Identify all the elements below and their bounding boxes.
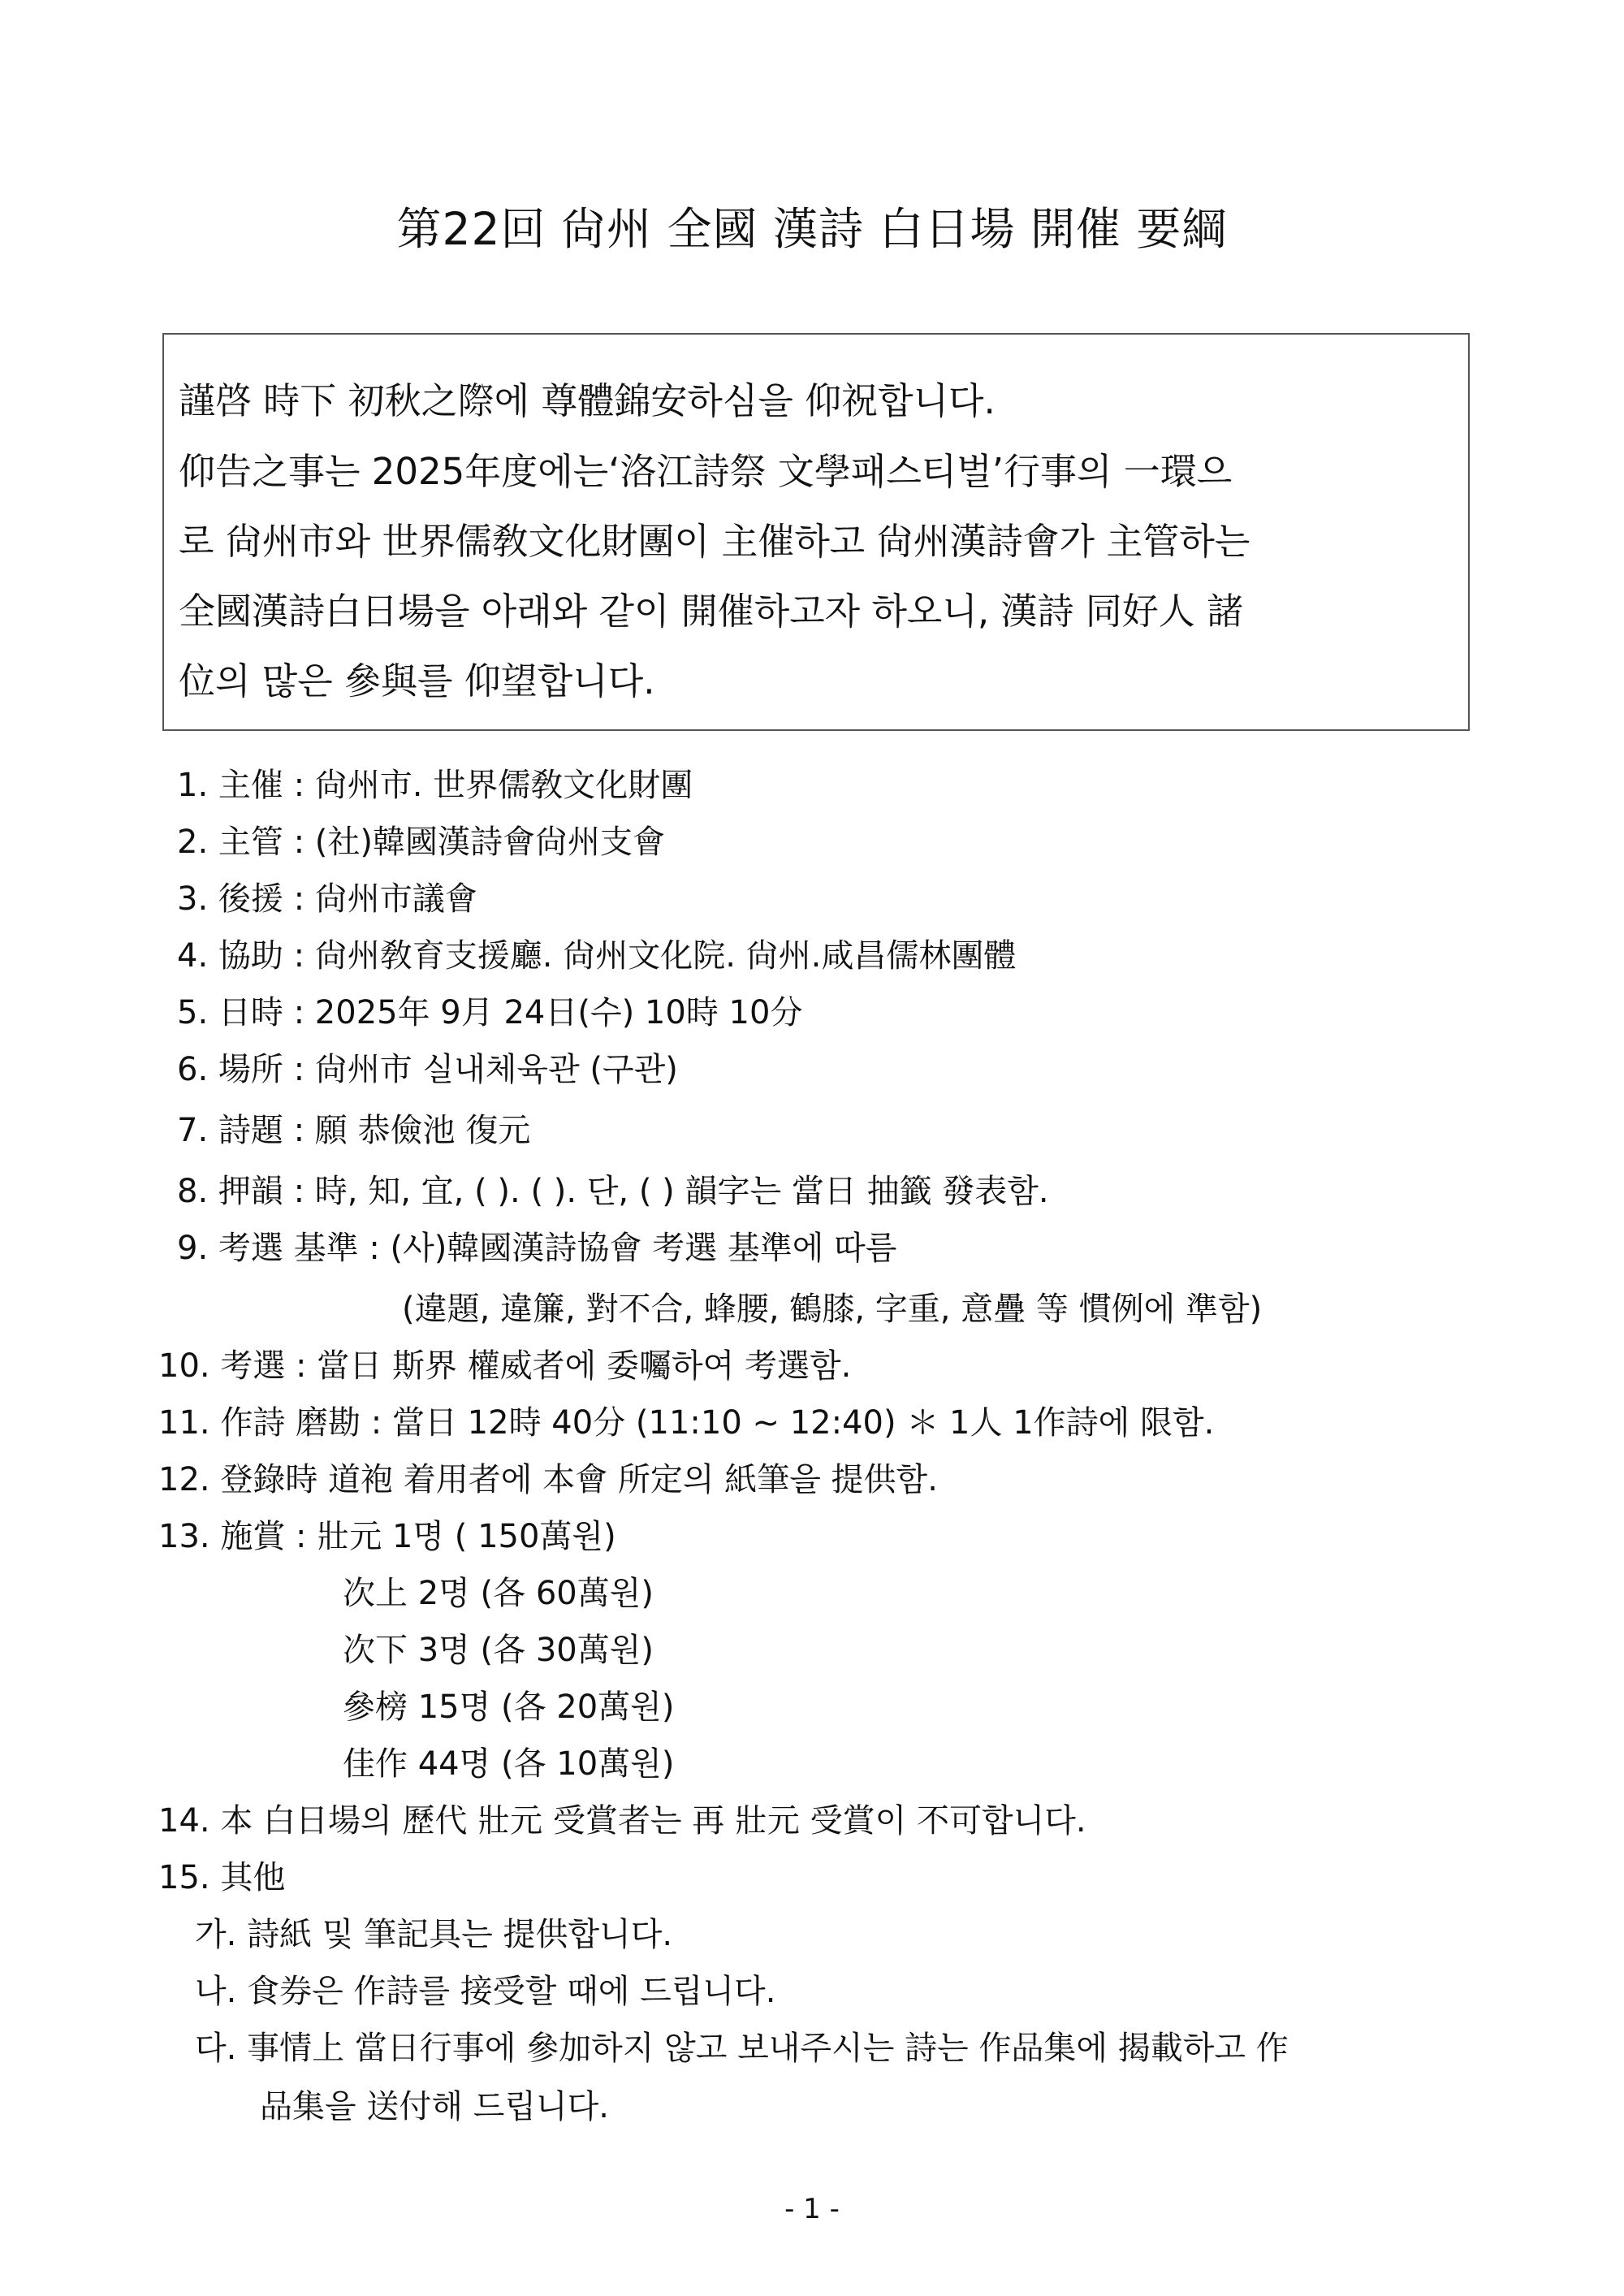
item-criteria (177, 1222, 896, 1269)
item-sub-b (195, 1965, 775, 2012)
item-judging (158, 1340, 851, 1386)
item-award-row (343, 1738, 674, 1784)
item-number: 7. (177, 1112, 209, 1149)
item-award-row (343, 1624, 654, 1671)
item-number: 5. (177, 994, 209, 1031)
intro-line: 仰告之事는 2025年度에는‘洛江詩祭 文學패스티벌’行事의 一環으 (179, 450, 1233, 493)
item-text: 登錄時 道袍 着用者에 本會 所定의 紙筆을 提供함. (220, 1461, 938, 1498)
item-winner-restriction (158, 1795, 1086, 1841)
item-number: 12. (158, 1461, 210, 1498)
page-number: - 1 - (784, 2193, 840, 2225)
item-text: 押韻 : 時, 知, 宜, ( ). ( ). 단, ( ) 韻字는 當日 抽籤 發表함. (218, 1173, 1049, 1210)
item-host (177, 759, 693, 806)
item-number: 8. (177, 1173, 209, 1210)
item-text: 日時 : 2025年 9月 24日(수) 10時 10分 (218, 994, 803, 1031)
item-number: 나. (195, 1973, 237, 2010)
item-text: 參榜 15명 (各 20萬원) (343, 1688, 675, 1726)
intro-box (162, 333, 1470, 731)
item-cooperation (177, 930, 1016, 976)
item-organizer (177, 816, 665, 863)
item-text: 後援 : 尙州市議會 (218, 880, 477, 918)
item-text: 作詩 磨勘 : 當日 12時 40分 (11:10 ~ 12:40) ＊ 1人 1作詩에 限함. (220, 1404, 1215, 1442)
item-poem-theme (177, 1105, 530, 1151)
item-number: 4. (177, 937, 209, 975)
item-number: 가. (195, 1916, 237, 1953)
intro-line: 位의 많은 參與를 仰望합니다. (179, 659, 655, 703)
item-text: 食券은 作詩를 接受할 때에 드립니다. (247, 1973, 776, 2010)
item-datetime (177, 987, 802, 1033)
item-sub-c-continued (260, 2081, 609, 2127)
item-text: 次下 3명 (各 30萬원) (343, 1632, 654, 1669)
item-award-row (343, 1681, 674, 1727)
item-number: 다. (195, 2030, 237, 2067)
item-text: 主催 : 尙州市. 世界儒敎文化財團 (218, 767, 693, 804)
intro-line: 로 尙州市와 世界儒敎文化財團이 主催하고 尙州漢詩會가 主管하는 (179, 520, 1250, 563)
item-number: 15. (158, 1859, 210, 1896)
item-registration (158, 1454, 938, 1500)
item-text: 協助 : 尙州敎育支援廳. 尙州文化院. 尙州.咸昌儒林團體 (218, 937, 1017, 975)
item-number: 14. (158, 1802, 210, 1840)
item-text: 考選 基準 : (사)韓國漢詩協會 考選 基準에 따름 (218, 1230, 897, 1267)
item-criteria-detail (402, 1283, 1262, 1330)
item-text: 其他 (220, 1859, 286, 1896)
item-text: (違題, 違簾, 對不合, 蜂腰, 鶴膝, 字重, 意疊 等 慣例에 準함) (402, 1291, 1263, 1328)
item-number: 11. (158, 1404, 210, 1442)
item-number: 3. (177, 880, 209, 918)
item-text: 事情上 當日行事에 參加하지 않고 보내주시는 詩는 作品集에 揭載하고 作 (247, 2030, 1289, 2067)
item-deadline (158, 1397, 1214, 1443)
item-text: 場所 : 尙州市 실내체육관 (구관) (218, 1051, 678, 1088)
item-number: 10. (158, 1347, 210, 1385)
item-text: 施賞 : 壯元 1명 ( 150萬원) (220, 1518, 616, 1555)
item-text: 佳作 44명 (各 10萬원) (343, 1745, 675, 1783)
item-number: 2. (177, 824, 209, 861)
intro-line: 全國漢詩白日場을 아래와 같이 開催하고자 하오니, 漢詩 同好人 諸 (179, 590, 1244, 633)
item-text: 次上 2명 (各 60萬원) (343, 1575, 654, 1612)
item-number: 6. (177, 1051, 209, 1088)
item-sub-a (195, 1909, 672, 1955)
item-text: 本 白日場의 歷代 壯元 受賞者는 再 壯元 受賞이 不可합니다. (220, 1802, 1086, 1840)
item-text: 詩紙 및 筆記具는 提供합니다. (247, 1916, 673, 1953)
item-rhyme (177, 1165, 1049, 1212)
item-text: 詩題 : 願 恭儉池 復元 (218, 1112, 531, 1149)
item-text: 考選 : 當日 斯界 權威者에 委囑하여 考選함. (220, 1347, 852, 1385)
item-venue (177, 1044, 678, 1090)
item-sub-c (195, 2022, 1289, 2069)
item-award-row (343, 1567, 654, 1614)
item-number: 9. (177, 1230, 209, 1267)
item-sponsor (177, 873, 477, 919)
item-awards (158, 1511, 616, 1557)
item-other (158, 1852, 285, 1898)
item-text: 品集을 送付해 드립니다. (260, 2088, 609, 2125)
item-text: 主管 : (社)韓國漢詩會尙州支會 (218, 824, 666, 861)
item-number: 1. (177, 767, 209, 804)
item-number: 13. (158, 1518, 210, 1555)
document-title: 第22回 尙州 全國 漢詩 白日場 開催 要綱 (396, 203, 1228, 255)
intro-line: 謹啓 時下 初秋之際에 尊體錦安하심을 仰祝합니다. (179, 379, 996, 422)
